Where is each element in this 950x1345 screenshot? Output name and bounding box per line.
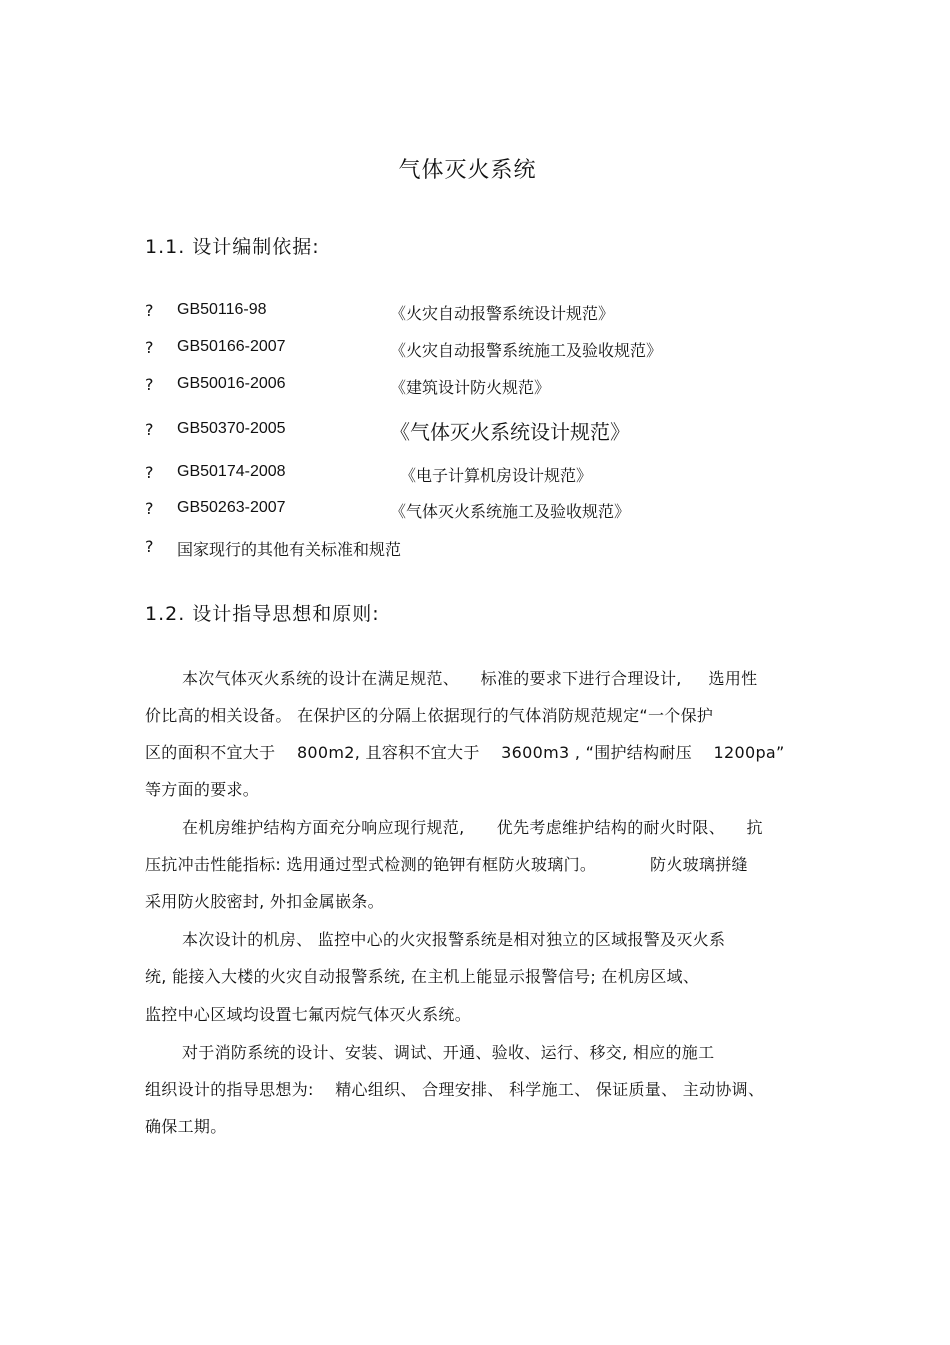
bullet-marker: ?: [145, 375, 154, 394]
standard-name: 《建筑设计防火规范》: [390, 378, 551, 397]
standard-code: GB50370-2005: [177, 420, 286, 437]
bullet-marker: ?: [145, 301, 154, 320]
standard-name: 《火灾自动报警系统施工及验收规范》: [390, 341, 663, 360]
reference-item: [145, 301, 825, 325]
reference-item: [145, 375, 825, 399]
paragraph-line: 在机房维护结构方面充分响应现行规范, 优先考虑维护结构的耐火时限、 抗: [182, 818, 763, 837]
standard-code: GB50016-2006: [177, 375, 286, 392]
reference-text: 国家现行的其他有关标准和规范: [177, 540, 402, 559]
reference-item: [145, 499, 825, 523]
standard-name: 《火灾自动报警系统设计规范》: [390, 304, 615, 323]
reference-item: [145, 338, 825, 362]
section-heading-principles: 1.2. 设计指导思想和原则:: [145, 603, 380, 625]
paragraph-line: 等方面的要求。: [145, 780, 260, 799]
document-title: 气体灭火系统: [398, 158, 537, 183]
paragraph-line: 对于消防系统的设计、安装、调试、开通、验收、运行、移交, 相应的施工: [182, 1043, 715, 1062]
paragraph-line: 确保工期。: [145, 1117, 227, 1136]
section-heading-basis: 1.1. 设计编制依据:: [145, 236, 320, 258]
paragraph-line: 价比高的相关设备。 在保护区的分隔上依据现行的气体消防规范规定“一个保护: [145, 706, 714, 725]
reference-item: [145, 463, 825, 487]
standard-name: 《气体灭火系统施工及验收规范》: [390, 502, 631, 521]
standard-name: 《气体灭火系统设计规范》: [390, 420, 630, 444]
paragraph-line: 监控中心区域均设置七氟丙烷气体灭火系统。: [145, 1005, 472, 1024]
reference-item: [145, 420, 825, 444]
bullet-marker: ?: [145, 420, 154, 439]
bullet-marker: ?: [145, 537, 154, 556]
standard-code: GB50116-98: [177, 301, 267, 318]
reference-item: [145, 537, 825, 561]
standard-name: 《电子计算机房设计规范》: [400, 466, 593, 485]
paragraph-line: 压抗冲击性能指标: 选用通过型式检测的铯钾有框防火玻璃门。 防火玻璃拼缝: [145, 855, 748, 874]
standard-code: GB50174-2008: [177, 463, 286, 480]
standard-code: GB50263-2007: [177, 499, 286, 516]
bullet-marker: ?: [145, 499, 154, 518]
paragraph-line: 区的面积不宜大于 800m2, 且容积不宜大于 3600m3 , “围护结构耐压 1200pa”: [145, 743, 785, 762]
paragraph-line: 采用防火胶密封, 外扣金属嵌条。: [145, 892, 384, 911]
paragraph-line: 本次设计的机房、 监控中心的火灾报警系统是相对独立的区域报警及灭火系: [182, 930, 726, 949]
bullet-marker: ?: [145, 338, 154, 357]
paragraph-line: 统, 能接入大楼的火灾自动报警系统, 在主机上能显示报警信号; 在机房区域、: [145, 967, 700, 986]
bullet-marker: ?: [145, 463, 154, 482]
paragraph-line: 本次气体灭火系统的设计在满足规范、 标准的要求下进行合理设计, 选用性: [182, 669, 758, 688]
standard-code: GB50166-2007: [177, 338, 286, 355]
paragraph-line: 组织设计的指导思想为: 精心组织、 合理安排、 科学施工、 保证质量、 主动协调、: [145, 1080, 765, 1099]
